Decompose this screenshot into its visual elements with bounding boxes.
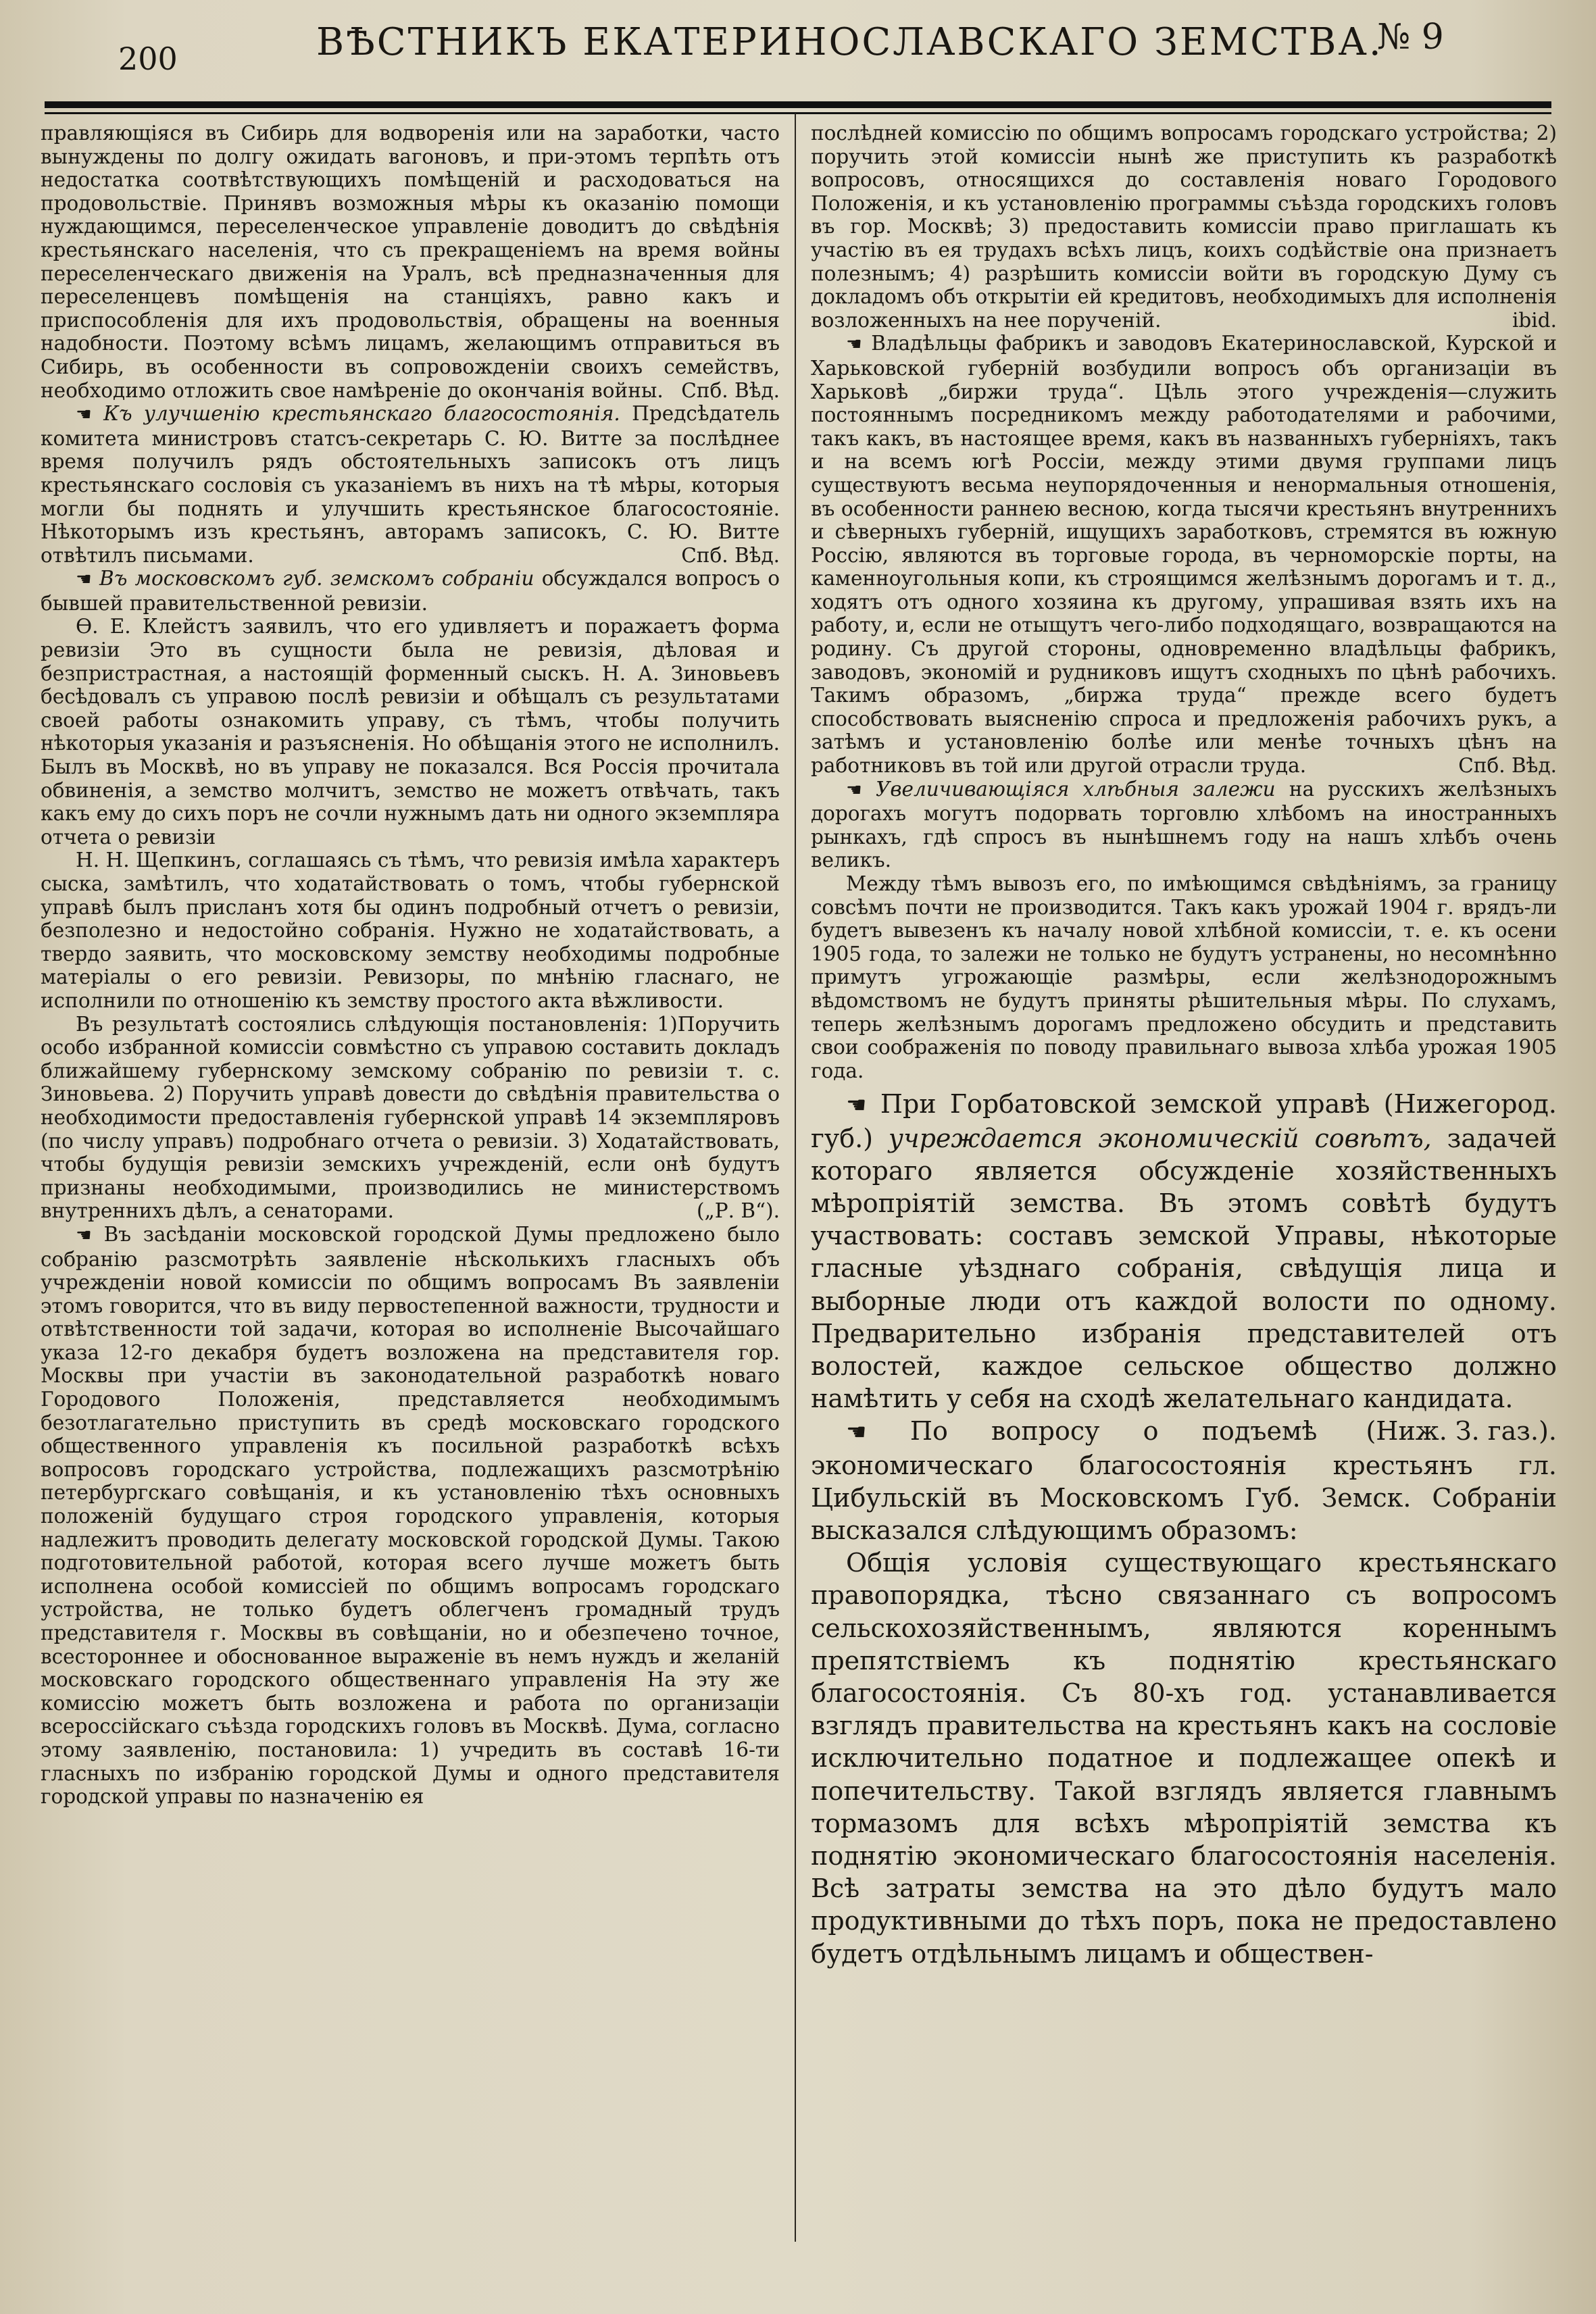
paragraph-text: Въ результатѣ состоялись слѣдующія постановленія: 1)Поручить особо избранной комиссіи совмѣстно съ управою составить докладъ ближайшему губернскому земскому собранію по ревизіи т. с. Зиновьева. 2) Поручить управѣ довести до свѣдѣнія правительства о необходимости предоставленія губернской управѣ 14 экземпляровъ (по числу управъ) подробнаго отчета о ревизіи. 3) Ходатайствовать, чтобы будущія ревизіи земскихъ учрежденій, если онѣ будутъ признаны необходимыми, производились не министерствомъ внутреннихъ дѣлъ, а сенаторами. <box>41 1012 780 1223</box>
right-small-type-block <box>811 122 1557 1082</box>
pointing-hand-icon: ☚ <box>846 779 862 801</box>
issue-number: № 9 <box>1377 17 1444 57</box>
source-attribution: Спб. Вѣд. <box>681 378 780 402</box>
pointing-hand-icon: ☚ <box>76 569 92 590</box>
article-paragraph <box>41 1223 780 1809</box>
paragraph-text: Предсѣдатель комитета министровъ статсъ-секретарь С. Ю. Витте за послѣднее время получилъ рядъ обстоятельныхъ записокъ отъ лицъ крестьянскаго сословія съ указаніемъ въ нихъ на тѣ мѣры, которыя могли бы поднять и улучшить крестьянское благосостояніе. Нѣкоторымъ изъ крестьянъ, авторамъ записокъ, С. Ю. Витте отвѣтилъ письмами. <box>41 402 780 567</box>
article-lead: учреждается экономическій совѣтъ, <box>888 1123 1432 1153</box>
pointing-hand-icon: ☚ <box>76 1224 92 1246</box>
pointing-hand-icon: ☚ <box>76 404 92 426</box>
journal-title: ВѢСТНИКЪ ЕКАТЕРИНОСЛАВСКАГО ЗЕМСТВА. <box>316 20 1383 64</box>
article-paragraph: Между тѣмъ вывозъ его, по имѣющимся свѣдѣніямъ, за границу совсѣмъ почти не производится. Такъ какъ урожай 1904 г. врядъ-ли будетъ вывезенъ къ началу новой хлѣбной комиссіи, т. е. къ осени 1905 года, то залежи не только не будутъ устранены, но несомнѣнно примутъ угрожающіе размѣры, если желѣзнодорожнымъ вѣдомствомъ не будутъ приняты рѣшительныя мѣры. По слухамъ, теперь желѣзнымъ дорогамъ предложено обсудить и представить свои соображенія по поводу правильнаго вывоза хлѣба урожая 1905 года. <box>811 872 1557 1082</box>
source-attribution: Спб. Вѣд. <box>681 543 780 567</box>
paragraph-text: обсуждался вопросъ о бывшей правительственной ревизіи. <box>41 567 780 615</box>
article-paragraph: Н. Н. Щепкинъ, соглашаясь съ тѣмъ, что ревизія имѣла характеръ сыска, замѣтилъ, что ходатайствовать о томъ, чтобы губернской управѣ былъ присланъ хотя бы одинъ подробный отчетъ о ревизіи, безполезно и недостойно собранія. Нужно не ходатайствовать, а твердо заявить, что московскому земству необходимы подробные матеріалы о его ревизіи. Ревизоры, по мнѣнію гласнаго, не исполнили по отношенію къ земству простого акта вѣжливости. <box>41 849 780 1012</box>
column-divider <box>795 114 796 2242</box>
article-paragraph <box>41 1013 780 1223</box>
header-rule-thin <box>45 112 1551 114</box>
article-lead: Къ улучшенію крестьянскаго благосостоянія. <box>103 402 620 426</box>
article-lead: Увеличивающіяся хлѣбныя залежи <box>876 777 1276 801</box>
paragraph-text: на русскихъ желѣзныхъ дорогахъ могутъ подорвать торговлю хлѣбомъ на иностранныхъ рынкахъ, гдѣ спросъ въ нынѣшнемъ году на нашъ хлѣбъ очень великъ. <box>811 777 1557 872</box>
pointing-hand-icon: ☚ <box>846 334 862 355</box>
left-column <box>41 122 780 2284</box>
article-paragraph <box>41 567 780 615</box>
paragraph-text: По вопросу о подъемѣ экономическаго благосостоянія крестьянъ гл. Цибульскій въ Московскомъ Губ. Земск. Собраніи высказался слѣдующимъ образомъ: <box>811 1416 1557 1545</box>
pointing-hand-icon: ☚ <box>846 1092 867 1120</box>
source-attribution: (Ниж. З. газ.). <box>1366 1416 1557 1447</box>
right-column <box>811 122 1557 2284</box>
article-paragraph <box>811 778 1557 872</box>
article-paragraph: Ѳ. Е. Клейстъ заявилъ, что его удивляетъ и поражаетъ форма ревизіи Это въ сущности была не ревизія, дѣловая и безпристрастная, а настоящій форменный сыскъ. Н. А. Зиновьевъ бесѣдовалъ съ управою послѣ ревизіи и обѣщалъ съ результатами своей работы ознакомить управу, съ тѣмъ, чтобы получить нѣкоторыя указанія и разъясненія. Но обѣщанія этого не исполнилъ. Былъ въ Москвѣ, но въ управу не показался. Вся Россія прочитала обвиненія, а земство молчитъ, земство не можетъ отвѣчать, такъ какъ ему до сихъ поръ не сочли нужнымъ дать ни одного экземпляра отчета о ревизіи <box>41 615 780 849</box>
header-rule-thick <box>45 101 1551 108</box>
paragraph-text: послѣдней комиссію по общимъ вопросамъ городскаго устройства; 2) поручить этой комиссіи нынѣ же приступить къ разработкѣ вопросовъ, относящихся до составленія новаго Городового Положенія, и къ установленію программы съѣзда городскихъ головъ въ гор. Москвѣ; 3) предоставить комиссіи право приглашать къ участію въ ея трудахъ всѣхъ лицъ, коихъ содѣйствіе она признаетъ полезнымъ; 4) разрѣшить комиссіи войти въ городскую Думу съ докладомъ объ открытіи ей кредитовъ, необходимыхъ для исполненія возложенныхъ на нее порученій. <box>811 122 1557 332</box>
paragraph-text: правляющіяся въ Сибирь для водворенія или на заработки, часто вынуждены по долгу ожидать вагоновъ, и при-этомъ терпѣть отъ недостатка соотвѣтствующихъ помѣщеній и расходоваться на продовольствіе. Принявъ возможныя мѣры къ оказанію помощи нуждающимся, переселенческое управленіе доводитъ до свѣдѣнія крестьянскаго населенія, что съ прекращеніемъ на время войны переселенческаго движенія на Уралъ, всѣ предназначенныя для переселенцевъ помѣщенія на станціяхъ, равно какъ и приспособленія для ихъ продовольствія, обращены на военныя надобности. Поэтому всѣмъ лицамъ, желающимъ отправиться въ Сибирь, въ особенности въ сопровожденіи своихъ семействъ, необходимо отложить свое намѣреніе до окончанія войны. <box>41 122 780 402</box>
article-paragraph <box>41 402 780 567</box>
article-paragraph: Общія условія существующаго крестьянскаго правопорядка, тѣсно связаннаго съ вопросомъ сельскохозяйственнымъ, являются кореннымъ препятствіемъ къ поднятію крестьянскаго благосостоянія. Съ 80-хъ год. устанавливается взглядъ правительства на крестьянъ какъ на сословіе исключительно податное и подлежащее опекѣ и попечительству. Такой взглядъ является главнымъ тормазомъ для всѣхъ мѣропріятій земства къ поднятію экономическаго благосостоянія населенія. Всѣ затраты земства на это дѣло будутъ мало продуктивными до тѣхъ поръ, пока не предоставлено будетъ отдѣльнымъ лицамъ и обществен- <box>811 1548 1557 1969</box>
source-attribution: ibid. <box>1512 308 1557 332</box>
paragraph-text: задачей котораго является обсужденіе хозяйственныхъ мѣропріятій земства. Въ этомъ совѣтѣ будутъ участвовать: составъ земской Управы, нѣкоторые гласные уѣзднаго собранія, свѣдущія лица и выборные люди отъ каждой волости по одному. Предварительно избранія представителей отъ волостей, каждое сельское общество должно намѣтить у себя на сходѣ желательнаго кандидата. <box>811 1123 1557 1414</box>
paragraph-text: Въ засѣданіи московской городской Думы предложено было собранію разсмотрѣть заявленіе нѣсколькихъ гласныхъ объ учрежденіи новой комиссіи по общимъ вопросамъ Въ заявленіи этомъ говорится, что въ виду первостепенной важности, трудности и отвѣтственности той задачи, которая во исполненіе Высочайшаго указа 12-го декабря будетъ возложена на представителя гор. Москвы при участіи въ законодательной разработкѣ новаго Городового Положенія, представляется необходимымъ безотлагательно приступить въ средѣ московскаго городского общественного управленія къ посильной разработкѣ всѣхъ вопросовъ городскаго устройства, подлежащихъ разсмотрѣнію петербургскаго совѣщанія, и къ установленію тѣхъ основныхъ положеній будущаго строя городского управленія, которыя надлежитъ проводить делегату московской городской Думы. Такою подготовительной работой, которая всего лучше можетъ быть исполнена особой комиссіей по общимъ вопросамъ городскаго устройства, не только будетъ облегченъ громадный трудъ представителя г. Москвы въ совѣщаніи, но и обезпечено точное, всестороннее и обоснованное выраженіе въ немъ нуждъ и желаній московскаго городского общественнаго управленія На эту же комиссію можетъ быть возложена и работа по организаціи всероссійскаго съѣзда городскихъ головъ въ Москвѣ. Дума, согласно этому заявленію, постановила: 1) учредить въ составѣ 16-ти гласныхъ по избранію городской Думы и одного представителя городской управы по назначенію ея <box>41 1222 780 1809</box>
paragraph-text: Владѣльцы фабрикъ и заводовъ Екатеринославской, Курской и Харьковской губерній возбудили вопросъ объ организаціи въ Харьковѣ „биржи труда“. Цѣль этого учрежденія—служить постояннымъ посредникомъ между работодателями и рабочими, такъ какъ, въ настоящее время, какъ въ названныхъ губерніяхъ, такъ и на всемъ югѣ Россіи, между этими двумя группами лицъ существуютъ весьма неупорядоченныя и ненормальныя отношенія, въ особенности раннею весною, когда тысячи крестьянъ внутреннихъ и сѣверныхъ губерній, ищущихъ заработковъ, стремятся въ южную Россію, являются въ торговые города, въ черноморскіе порты, на каменноугольныя копи, къ строящимся желѣзнымъ дорогамъ и т. д., ходятъ отъ одного хозяина къ другому, упрашивая взять ихъ на работу, и, если не отыщутъ чего-либо подходящаго, возвращаются на родину. Съ другой стороны, одновременно владѣльцы фабрикъ, заводовъ, экономій и рудниковъ ищутъ сходныхъ по цѣнѣ рабочихъ. Такимъ образомъ, „биржа труда“ прежде всего будетъ способствовать выясненію спроса и предложенія рабочихъ рукъ, а затѣмъ и установленію болѣе или менѣе точныхъ цѣнъ на работниковъ въ той или другой отрасли труда. <box>811 332 1557 778</box>
article-paragraph <box>811 332 1557 777</box>
article-lead: Въ московскомъ губ. земскомъ собраніи <box>99 567 534 590</box>
article-paragraph <box>41 122 780 402</box>
source-attribution: Спб. Вѣд. <box>1458 754 1557 778</box>
article-paragraph <box>811 1088 1557 1447</box>
page-header <box>0 0 1596 115</box>
page-number: 200 <box>118 41 178 77</box>
article-paragraph <box>811 122 1557 332</box>
right-large-type-block <box>811 1088 1557 1969</box>
pointing-hand-icon: ☚ <box>846 1419 867 1447</box>
paragraph-text: При Горбатовской земской управѣ (Нижегород. губ.) <box>811 1089 1557 1153</box>
source-attribution: („Р. В“). <box>696 1199 780 1223</box>
